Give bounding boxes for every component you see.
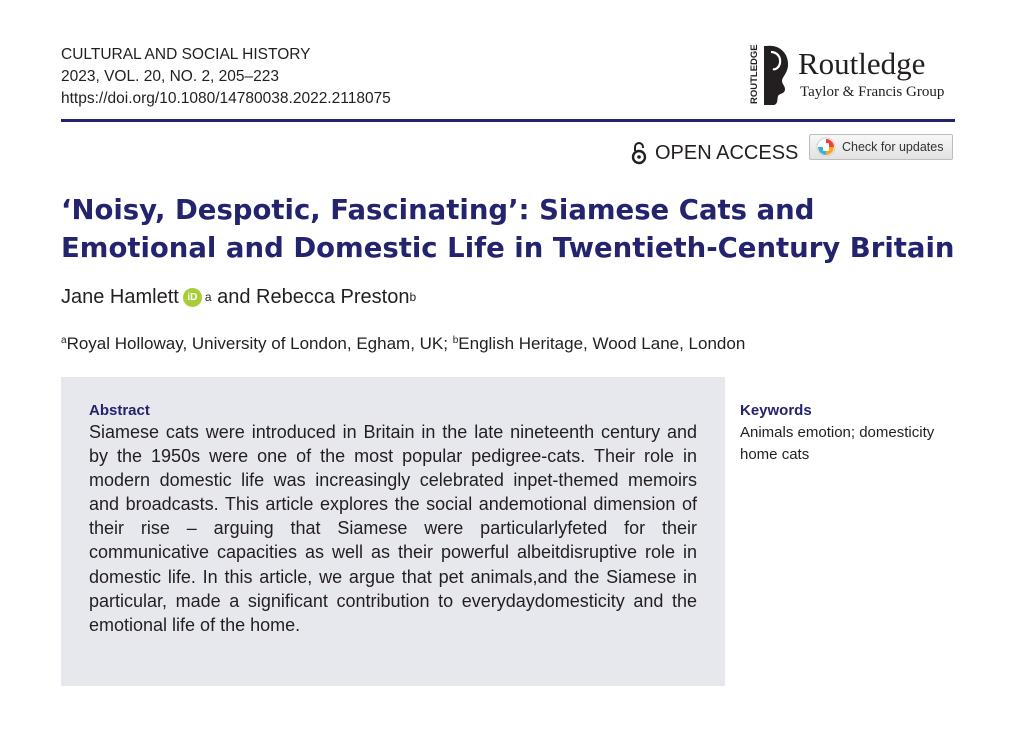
- abstract-heading: Abstract: [89, 402, 150, 419]
- keywords-heading: Keywords: [740, 402, 812, 419]
- open-lock-icon: [631, 141, 647, 165]
- keywords-text: Animals emotion; domesticity home cats: [740, 424, 935, 463]
- crossmark-icon: [816, 137, 836, 157]
- affiliation-mark: a: [204, 290, 212, 304]
- publisher-group: Taylor & Francis Group: [800, 84, 945, 100]
- routledge-vertical-text: ROUTLEDGE: [749, 44, 760, 104]
- affiliations: [61, 330, 745, 355]
- affiliation-mark: b: [452, 335, 459, 346]
- check-for-updates-button[interactable]: [809, 134, 953, 160]
- keywords: [740, 402, 955, 466]
- open-access-badge: [631, 139, 798, 167]
- author-connector: and: [217, 286, 251, 308]
- journal-name: CULTURAL AND SOCIAL HISTORY: [61, 46, 311, 63]
- affiliation-mark: a: [61, 335, 67, 346]
- article-title: ‘Noisy, Despotic, Fascinating’: Siamese Cats and Emotional and Domestic Life in Twentieth-Century Britain: [61, 194, 955, 264]
- affiliation-mark: b: [409, 290, 417, 304]
- abstract-text: Siamese cats were introduced in Britain in the late nineteenth century and by the 1950s were one of the most popular pedigree-cats. Their role in modern domestic life was increasingly celebrated inpet-themed memoirs and broadcasts. This article explores the social andemotional dimension of their rise – arguing that Siamese were particularlyfeted for their communicative capacities as well as their powerful albeitdisruptive role in domestic life. In this article, we argue that pet animals,and the Siamese in particular, made a significant contribution to everydaydomesticity and the emotional life of the home.: [89, 422, 697, 635]
- doi-link[interactable]: https://doi.org/10.1080/14780038.2022.2118075: [61, 90, 391, 107]
- journal-info: [61, 44, 391, 110]
- author-name[interactable]: Rebecca Preston: [256, 286, 410, 308]
- affiliation-text: Royal Holloway, University of London, Egham, UK;: [66, 334, 448, 353]
- check-for-updates-label: Check for updates: [842, 140, 944, 154]
- orcid-icon[interactable]: iD: [183, 288, 202, 307]
- open-access-label: OPEN ACCESS: [655, 141, 799, 164]
- publisher-name: Routledge: [798, 46, 926, 81]
- affiliation-text: English Heritage, Wood Lane, London: [458, 334, 746, 353]
- routledge-emblem-icon: [744, 44, 796, 106]
- abstract-box: [61, 377, 725, 686]
- publisher-logo: [744, 44, 959, 106]
- author-line: [61, 284, 416, 310]
- header-divider: [61, 119, 955, 122]
- journal-citation: 2023, VOL. 20, NO. 2, 205–223: [61, 68, 280, 85]
- author-name[interactable]: Jane Hamlett: [61, 286, 179, 308]
